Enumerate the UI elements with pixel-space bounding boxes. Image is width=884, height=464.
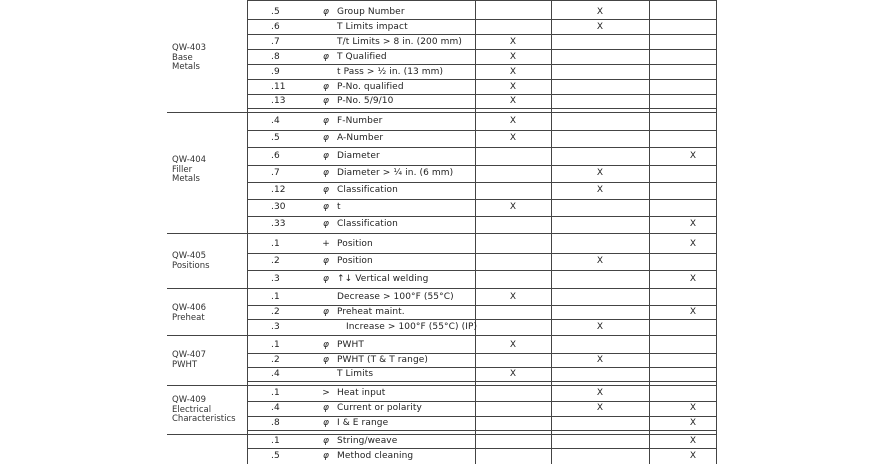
- variable-symbol: φ: [323, 418, 329, 428]
- check-mark-c1: X: [509, 52, 517, 62]
- check-mark-c2: X: [596, 185, 604, 195]
- variable-description: I & E range: [337, 418, 389, 428]
- row-divider: [247, 401, 716, 402]
- row-divider: [247, 416, 716, 417]
- check-mark-c3: X: [689, 418, 697, 428]
- paragraph-number: .1: [271, 292, 280, 302]
- paragraph-number: .2: [271, 256, 280, 266]
- row-divider: [247, 353, 716, 354]
- paragraph-number: .2: [271, 307, 280, 317]
- variable-description: Method cleaning: [337, 451, 414, 461]
- paragraph-number: .5: [271, 451, 280, 461]
- row-divider: [167, 112, 716, 113]
- paragraph-number: .4: [271, 116, 280, 126]
- paragraph-number: .9: [271, 67, 280, 77]
- variable-description: PWHT: [337, 340, 364, 350]
- variable-symbol: φ: [323, 7, 329, 17]
- group-label-qw405: QW-405 Positions: [172, 251, 210, 271]
- variable-description: Heat input: [337, 388, 386, 398]
- row-divider: [247, 270, 716, 271]
- variable-description: Position: [337, 256, 373, 266]
- paragraph-number: .5: [271, 7, 280, 17]
- paragraph-number: .1: [271, 239, 280, 249]
- paragraph-number: .8: [271, 418, 280, 428]
- paragraph-number: .1: [271, 388, 280, 398]
- variable-description: Current or polarity: [337, 403, 422, 413]
- variable-symbol: φ: [323, 168, 329, 178]
- paragraph-number: .7: [271, 37, 280, 47]
- column-divider: [475, 0, 476, 464]
- check-mark-c3: X: [689, 151, 697, 161]
- paragraph-number: .1: [271, 436, 280, 446]
- paragraph-number: .12: [271, 185, 286, 195]
- column-divider: [247, 0, 248, 464]
- group-label-qw409: QW-409 Electrical Characteristics: [172, 395, 236, 424]
- column-divider: [716, 0, 717, 464]
- variable-symbol: φ: [323, 116, 329, 126]
- variable-symbol: +: [322, 239, 330, 249]
- variable-description: T Limits impact: [337, 22, 408, 32]
- variable-symbol: φ: [323, 151, 329, 161]
- variable-symbol: φ: [323, 202, 329, 212]
- row-divider: [167, 434, 716, 435]
- variable-symbol: φ: [323, 82, 329, 92]
- variable-symbol: φ: [323, 274, 329, 284]
- variable-symbol: φ: [323, 355, 329, 365]
- check-mark-c1: X: [509, 369, 517, 379]
- row-divider: [167, 335, 716, 336]
- row-divider: [247, 182, 716, 183]
- check-mark-c2: X: [596, 388, 604, 398]
- variable-symbol: φ: [323, 256, 329, 266]
- check-mark-c2: X: [596, 322, 604, 332]
- check-mark-c2: X: [596, 22, 604, 32]
- row-divider: [167, 288, 716, 289]
- column-divider: [551, 0, 552, 464]
- paragraph-number: .33: [271, 219, 286, 229]
- variable-description: P-No. 5/9/10: [337, 96, 394, 106]
- variable-description: Position: [337, 239, 373, 249]
- row-divider: [247, 147, 716, 148]
- group-label-qw403: QW-403 Base Metals: [172, 43, 207, 72]
- variable-symbol: >: [322, 388, 330, 398]
- variable-description: ↑↓ Vertical welding: [337, 274, 429, 284]
- variable-description: Classification: [337, 185, 398, 195]
- variable-symbol: φ: [323, 219, 329, 229]
- row-divider: [247, 199, 716, 200]
- variable-symbol: φ: [323, 340, 329, 350]
- paragraph-number: .6: [271, 151, 280, 161]
- paragraph-number: .1: [271, 340, 280, 350]
- variable-symbol: φ: [323, 96, 329, 106]
- paragraph-number: .5: [271, 133, 280, 143]
- row-divider: [167, 233, 716, 234]
- variable-symbol: φ: [323, 451, 329, 461]
- variable-symbol: φ: [323, 185, 329, 195]
- check-mark-c1: X: [509, 37, 517, 47]
- variable-symbol: φ: [323, 133, 329, 143]
- variable-description: Decrease > 100°F (55°C): [337, 292, 454, 302]
- row-divider: [167, 385, 716, 386]
- row-divider: [247, 0, 716, 1]
- variable-description: Diameter: [337, 151, 380, 161]
- variable-symbol: φ: [323, 403, 329, 413]
- row-divider: [247, 367, 716, 368]
- check-mark-c1: X: [509, 67, 517, 77]
- check-mark-c2: X: [596, 403, 604, 413]
- paragraph-number: .2: [271, 355, 280, 365]
- row-divider: [247, 319, 716, 320]
- row-divider: [247, 253, 716, 254]
- row-divider: [247, 430, 716, 431]
- check-mark-c3: X: [689, 239, 697, 249]
- variable-description: Preheat maint.: [337, 307, 405, 317]
- variable-description: String/weave: [337, 436, 398, 446]
- paragraph-number: .7: [271, 168, 280, 178]
- paragraph-number: .30: [271, 202, 286, 212]
- column-divider: [649, 0, 650, 464]
- check-mark-c1: X: [509, 82, 517, 92]
- variable-description: t: [337, 202, 341, 212]
- paragraph-number: .4: [271, 369, 280, 379]
- row-divider: [247, 108, 716, 109]
- paragraph-number: .6: [271, 22, 280, 32]
- row-divider: [247, 49, 716, 50]
- paragraph-number: .13: [271, 96, 286, 106]
- variable-description: t Pass > ½ in. (13 mm): [337, 67, 444, 77]
- check-mark-c2: X: [596, 256, 604, 266]
- check-mark-c2: X: [596, 168, 604, 178]
- row-divider: [247, 94, 716, 95]
- variable-symbol: φ: [323, 52, 329, 62]
- variable-description: P-No. qualified: [337, 82, 404, 92]
- variable-description: T Qualified: [337, 52, 387, 62]
- check-mark-c1: X: [509, 96, 517, 106]
- row-divider: [247, 305, 716, 306]
- paragraph-number: .11: [271, 82, 286, 92]
- check-mark-c2: X: [596, 355, 604, 365]
- group-label-qw407: QW-407 PWHT: [172, 350, 207, 370]
- variable-description: Increase > 100°F (55°C) (IP): [346, 322, 478, 332]
- variable-symbol: φ: [323, 436, 329, 446]
- paragraph-number: .4: [271, 403, 280, 413]
- variable-description: Diameter > ¼ in. (6 mm): [337, 168, 454, 178]
- variable-symbol: φ: [323, 307, 329, 317]
- row-divider: [247, 448, 716, 449]
- check-mark-c1: X: [509, 202, 517, 212]
- check-mark-c1: X: [509, 116, 517, 126]
- variable-description: PWHT (T & T range): [337, 355, 429, 365]
- check-mark-c1: X: [509, 292, 517, 302]
- row-divider: [247, 130, 716, 131]
- check-mark-c3: X: [689, 436, 697, 446]
- check-mark-c3: X: [689, 403, 697, 413]
- row-divider: [247, 19, 716, 20]
- paragraph-number: .8: [271, 52, 280, 62]
- variable-description: T Limits: [337, 369, 374, 379]
- row-divider: [247, 216, 716, 217]
- check-mark-c3: X: [689, 219, 697, 229]
- row-divider: [247, 165, 716, 166]
- variable-description: T/t Limits > 8 in. (200 mm): [337, 37, 462, 47]
- variable-description: Group Number: [337, 7, 405, 17]
- group-label-qw404: QW-404 Filler Metals: [172, 155, 207, 184]
- row-divider: [247, 64, 716, 65]
- check-mark-c1: X: [509, 133, 517, 143]
- check-mark-c2: X: [596, 7, 604, 17]
- row-divider: [247, 34, 716, 35]
- row-divider: [247, 79, 716, 80]
- check-mark-c1: X: [509, 340, 517, 350]
- check-mark-c3: X: [689, 451, 697, 461]
- check-mark-c3: X: [689, 307, 697, 317]
- row-divider: [247, 381, 716, 382]
- paragraph-number: .3: [271, 274, 280, 284]
- group-label-qw406: QW-406 Preheat: [172, 303, 207, 323]
- variable-description: Classification: [337, 219, 398, 229]
- variable-description: A-Number: [337, 133, 384, 143]
- check-mark-c3: X: [689, 274, 697, 284]
- paragraph-number: .3: [271, 322, 280, 332]
- variable-description: F-Number: [337, 116, 383, 126]
